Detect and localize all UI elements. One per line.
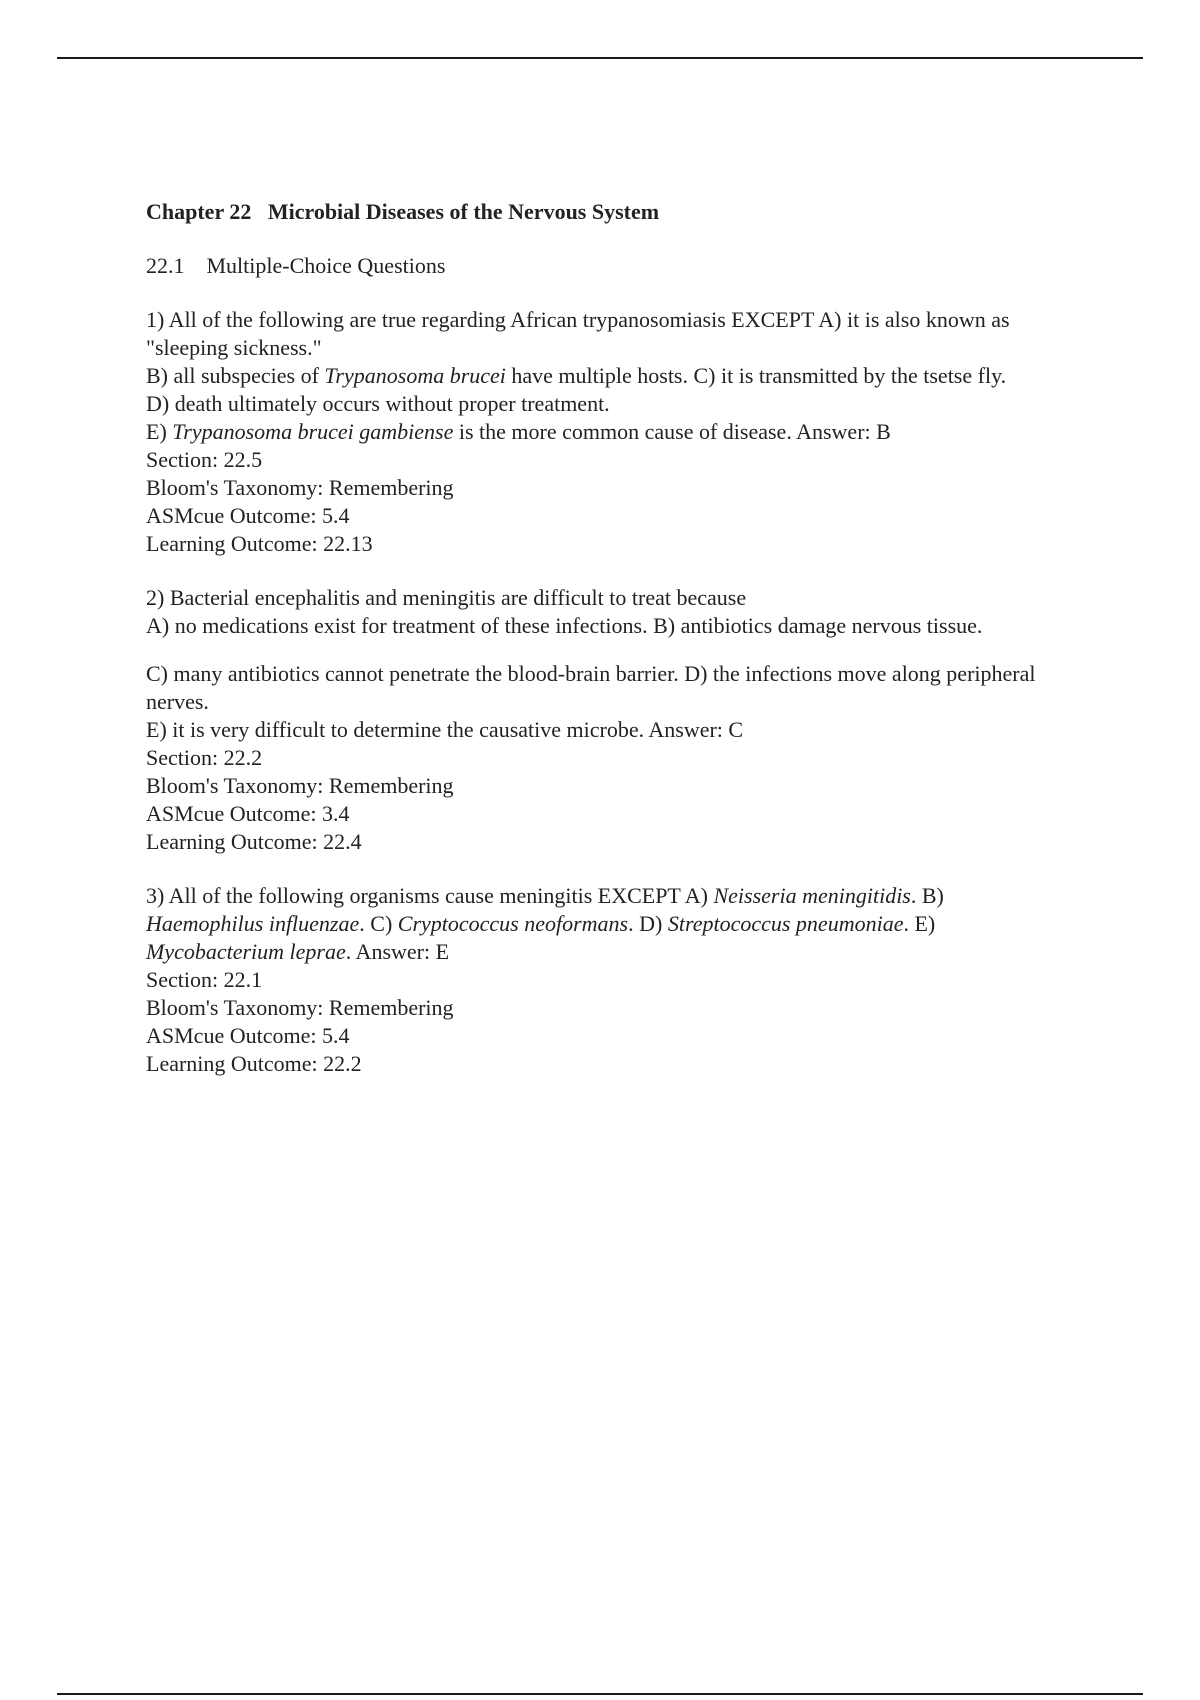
- section-ref: Section: 22.5: [146, 447, 263, 472]
- question-3: [146, 882, 1066, 1078]
- asmcue-outcome: ASMcue Outcome: 3.4: [146, 801, 350, 826]
- question-3-stem: 3) All of the following organisms cause meningitis EXCEPT A) Neisseria meningitidis. B) Haemophilus influenzae. C) Cryptococcus neoformans. D) Streptococcus pneumoniae. E) Mycobacterium leprae. Answer: E: [146, 883, 944, 964]
- blooms-taxonomy: Bloom's Taxonomy: Remembering: [146, 995, 454, 1020]
- question-3-meta: [146, 966, 1066, 1078]
- question-2-stem: 2) Bacterial encephalitis and meningitis are difficult to treat because: [146, 585, 747, 610]
- question-2-options-ab: A) no medications exist for treatment of these infections. B) antibiotics damage nervous tissue.: [146, 613, 983, 638]
- question-1-option-b: B) all subspecies of Trypanosoma brucei have multiple hosts. C) it is transmitted by the tsetse fly.: [146, 363, 1007, 388]
- organism-name: Trypanosoma brucei gambiense: [172, 419, 454, 444]
- document-body: [146, 198, 1066, 1104]
- question-2: [146, 584, 1066, 856]
- learning-outcome: Learning Outcome: 22.2: [146, 1051, 362, 1076]
- bottom-rule: [57, 1693, 1143, 1695]
- question-2-option-e: E) it is very difficult to determine the causative microbe. Answer: C: [146, 717, 744, 742]
- blooms-taxonomy: Bloom's Taxonomy: Remembering: [146, 773, 454, 798]
- question-1-meta: [146, 446, 1066, 558]
- blooms-taxonomy: Bloom's Taxonomy: Remembering: [146, 475, 454, 500]
- top-rule: [57, 57, 1143, 59]
- learning-outcome: Learning Outcome: 22.13: [146, 531, 373, 556]
- organism-name: Cryptococcus neoformans: [397, 911, 629, 936]
- organism-name: Neisseria meningitidis: [713, 883, 911, 908]
- learning-outcome: Learning Outcome: 22.4: [146, 829, 362, 854]
- section-title: 22.1 Multiple-Choice Questions: [146, 253, 446, 278]
- organism-name: Haemophilus influenzae: [146, 911, 360, 936]
- asmcue-outcome: ASMcue Outcome: 5.4: [146, 503, 350, 528]
- question-1-option-d: D) death ultimately occurs without proper treatment.: [146, 391, 610, 416]
- organism-name: Mycobacterium leprae: [146, 939, 346, 964]
- asmcue-outcome: ASMcue Outcome: 5.4: [146, 1023, 350, 1048]
- chapter-title: Chapter 22 Microbial Diseases of the Nervous System: [146, 199, 660, 224]
- question-2-meta: [146, 744, 1066, 856]
- organism-name: Streptococcus pneumoniae: [667, 911, 904, 936]
- question-1-stem: 1) All of the following are true regarding African trypanosomiasis EXCEPT A) it is also known as "sleeping sickness.": [146, 307, 1010, 360]
- question-1: [146, 306, 1066, 558]
- question-2-options-cd: C) many antibiotics cannot penetrate the blood-brain barrier. D) the infections move along peripheral nerves.: [146, 661, 1036, 714]
- section-ref: Section: 22.2: [146, 745, 263, 770]
- organism-name: Trypanosoma brucei: [324, 363, 506, 388]
- question-1-option-e: E) Trypanosoma brucei gambiense is the more common cause of disease. Answer: B: [146, 419, 891, 444]
- section-ref: Section: 22.1: [146, 967, 263, 992]
